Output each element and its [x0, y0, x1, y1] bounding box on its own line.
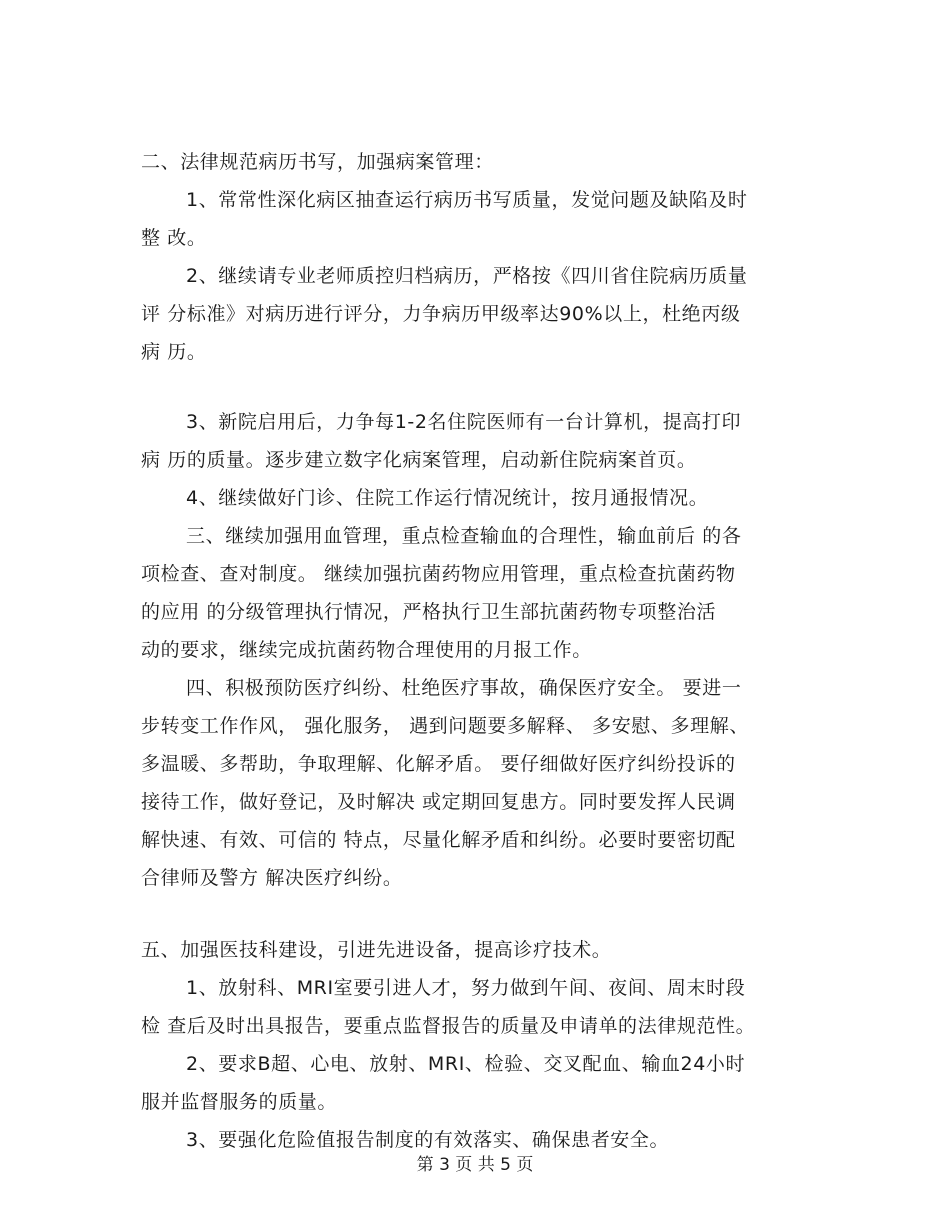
paragraph-line: 服并监督服务的质量。	[141, 1091, 338, 1113]
paragraph-line: 步转变工作作风， 强化服务， 遇到问题要多解释、 多安慰、多理解、	[141, 715, 749, 737]
paragraph-line: 接待工作，做好登记，及时解决 或定期回复患方。同时要发挥人民调	[141, 791, 736, 813]
paragraph-line: 病 历的质量。逐步建立数字化病案管理，启动新住院病案首页。	[141, 449, 697, 471]
paragraph-line: 多温暖、多帮助，争取理解、化解矛盾。 要仔细做好医疗纠纷投诉的	[141, 753, 736, 775]
paragraph-line: 项检查、查对制度。 继续加强抗菌药物应用管理，重点检查抗菌药物	[141, 563, 736, 585]
paragraph-line: 的应用 的分级管理执行情况，严格执行卫生部抗菌药物专项整治活	[141, 601, 717, 623]
paragraph-line: 1、常常性深化病区抽查运行病历书写质量，发觉问题及缺陷及时	[186, 189, 748, 211]
paragraph-line: 1、放射科、MRI室要引进人才，努力做到午间、夜间、周末时段	[186, 977, 746, 999]
paragraph-line: 整 改。	[141, 227, 207, 249]
page-number-footer: 第 3 页 共 5 页	[416, 1155, 534, 1175]
paragraph-line: 2、要求B超、心电、放射、MRI、检验、交叉配血、输血24小时	[186, 1053, 746, 1075]
section-heading-5: 五、加强医技科建设，引进先进设备，提高诊疗技术。	[141, 939, 612, 961]
paragraph-line: 合律师及警方 解决医疗纠纷。	[141, 867, 403, 889]
paragraph-line: 病 历。	[141, 341, 207, 363]
paragraph-line: 动的要求，继续完成抗菌药物合理使用的月报工作。	[141, 639, 592, 661]
paragraph-line: 4、继续做好门诊、住院工作运行情况统计，按月通报情况。	[186, 487, 709, 509]
paragraph-line: 2、继续请专业老师质控归档病历，严格按《四川省住院病历质量	[186, 265, 748, 287]
paragraph-line: 解快速、有效、可信的 特点，尽量化解矛盾和纠纷。必要时要密切配	[141, 829, 736, 851]
section-heading-3: 三、继续加强用血管理，重点检查输血的合理性，输血前后 的各	[186, 525, 742, 547]
section-heading-2: 二、法律规范病历书写，加强病案管理：	[141, 151, 494, 173]
section-heading-4: 四、积极预防医疗纠纷、杜绝医疗事故，确保医疗安全。 要进一	[186, 677, 742, 699]
paragraph-line: 检 查后及时出具报告，要重点监督报告的质量及申请单的法律规范性。	[141, 1015, 756, 1037]
paragraph-line: 评 分标准》对病历进行评分，力争病历甲级率达90%以上，杜绝丙级	[141, 303, 741, 325]
paragraph-line: 3、新院启用后，力争每1-2名住院医师有一台计算机，提高打印	[186, 411, 742, 433]
paragraph-line: 3、要强化危险值报告制度的有效落实、确保患者安全。	[186, 1129, 670, 1151]
